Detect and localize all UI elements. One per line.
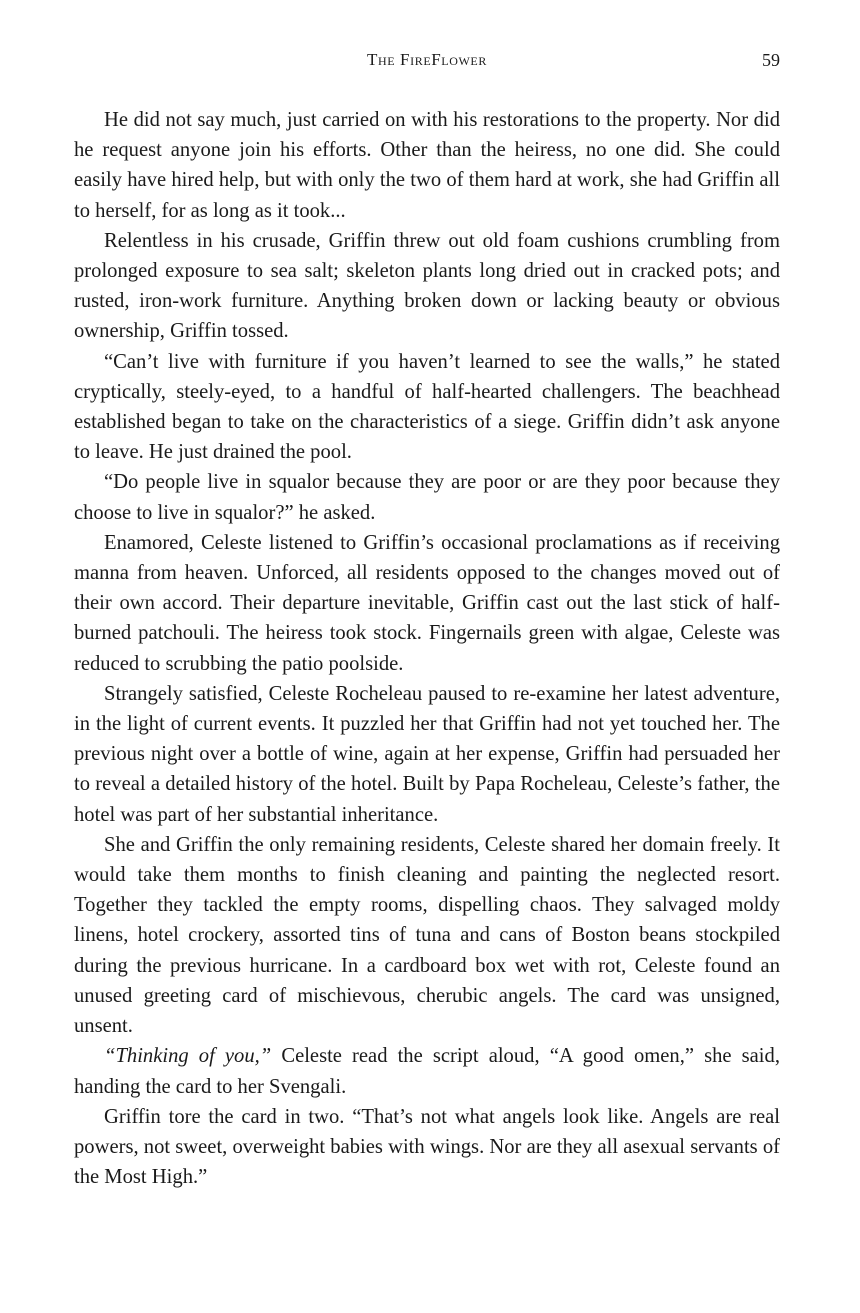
book-page [74, 48, 780, 1192]
running-head [74, 48, 780, 80]
paragraph-3: “Can’t live with furniture if you haven’t learned to see the walls,” he stated cryptically, steely-eyed, to a handful of half-hearted challengers. The beachhead established began to take on the characteristics of a siege. Griffin didn’t ask anyone to leave. He just drained the pool. [74, 350, 780, 464]
paragraph-7: She and Griffin the only remaining residents, Celeste shared her domain freely. It would take them months to finish cleaning and painting the neglected resort. Together they tackled the empty rooms, dispelling chaos. They salvaged moldy linens, hotel crockery, assorted tins of tuna and cans of Boston beans stockpiled during the previous hurricane. In a cardboard box wet with rot, Celeste found an unused greeting card of mischievous, cherubic angels. The card was unsigned, unsent. [74, 833, 780, 1038]
page-number: 59 [762, 50, 780, 70]
paragraph-2: Relentless in his crusade, Griffin threw out old foam cushions crumbling from prolonged exposure to sea salt; skeleton plants long dried out in cracked pots; and rusted, iron-work furniture. Anything broken down or lacking beauty or obvious ownership, Griffin tossed. [74, 229, 780, 343]
paragraph-9: Griffin tore the card in two. “That’s not what angels look like. Angels are real powers, not sweet, overweight babies with wings. Nor are they all asexual servants of the Most High.” [74, 1105, 780, 1189]
paragraph-1: He did not say much, just carried on with his restorations to the property. Nor did he request anyone join his efforts. Other than the heiress, no one did. She could easily have hired help, but with only the two of them hard at work, she had Griffin all to herself, for as long as it took... [74, 109, 780, 222]
paragraph-8 [74, 1041, 780, 1101]
card-quote-rest: Celeste read the script aloud, “A good omen,” she said, handing the card to her Svengali. [74, 1045, 780, 1098]
body-text [74, 105, 780, 1192]
running-title: The FireFlower [367, 50, 487, 69]
paragraph-6: Strangely satisfied, Celeste Rocheleau paused to re-examine her latest adventure, in the light of current events. It puzzled her that Griffin had not yet touched her. The previous night over a bottle of wine, again at her expense, Griffin had persuaded her to reveal a detailed history of the hotel. Built by Papa Rocheleau, Celeste’s father, the hotel was part of her substantial inheritance. [74, 682, 780, 826]
paragraph-5: Enamored, Celeste listened to Griffin’s occasional proclamations as if receiving manna from heaven. Unforced, all residents opposed to the changes moved out of their own accord. Their departure inevitable, Griffin cast out the last stick of half-burned patchouli. The heiress took stock. Fingernails green with algae, Celeste was reduced to scrubbing the patio poolside. [74, 531, 780, 675]
card-quote: “Thinking of you,” [104, 1045, 272, 1068]
paragraph-4: “Do people live in squalor because they are poor or are they poor because they choose to live in squalor?” he asked. [74, 471, 780, 524]
